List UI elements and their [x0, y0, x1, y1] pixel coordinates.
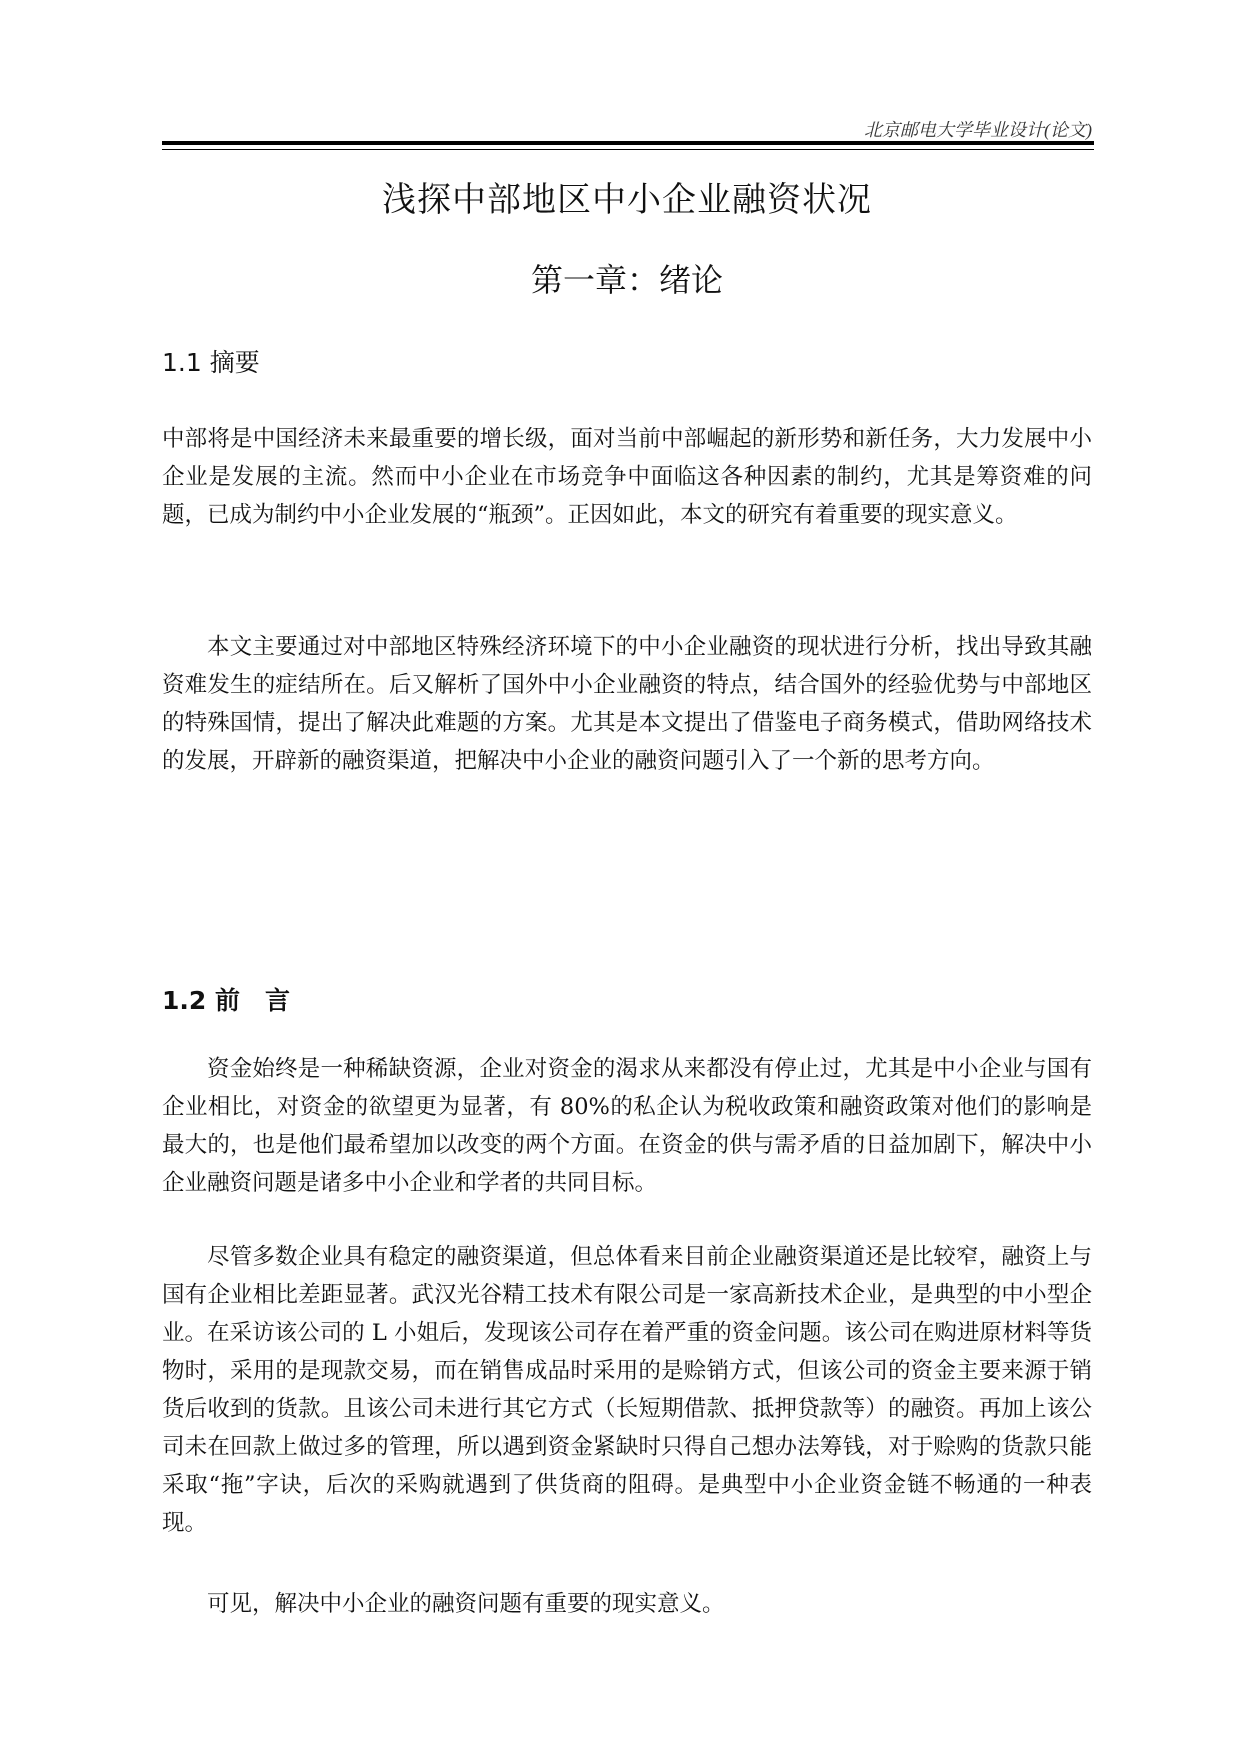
preface-paragraph-1: 资金始终是一种稀缺资源，企业对资金的渴求从来都没有停止过，尤其是中小企业与国有企业相比，对资金的欲望更为显著，有 80%的私企认为税收政策和融资政策对他们的影响是最大的，也是他们最希望加以改变的两个方面。在资金的供与需矛盾的日益加剧下，解决中小企业融资问题是诸多中小企业和学者的共同目标。 [162, 1056, 1092, 1196]
abstract-paragraph-2: 本文主要通过对中部地区特殊经济环境下的中小企业融资的现状进行分析，找出导致其融资难发生的症结所在。后又解析了国外中小企业融资的特点，结合国外的经验优势与中部地区的特殊国情，提出了解决此难题的方案。尤其是本文提出了借鉴电子商务模式，借助网络技术的发展，开辟新的融资渠道，把解决中小企业的融资问题引入了一个新的思考方向。 [162, 634, 1092, 774]
preface-paragraph-3: 可见，解决中小企业的融资问题有重要的现实意义。 [207, 1591, 725, 1617]
header-rule-thin [162, 149, 1094, 150]
header-rule-thick [162, 141, 1094, 145]
preface-paragraph-2: 尽管多数企业具有稳定的融资渠道，但总体看来目前企业融资渠道还是比较窄，融资上与国有企业相比差距显著。武汉光谷精工技术有限公司是一家高新技术企业，是典型的中小型企业。在采访该公司的 L 小姐后，发现该公司存在着严重的资金问题。该公司在购进原材料等货物时，采用的是现款交易，而在销售成品时采用的是赊销方式，但该公司的资金主要来源于销货后收到的货款。且该公司未进行其它方式（长短期借款、抵押贷款等）的融资。再加上该公司未在回款上做过多的管理，所以遇到资金紧缺时只得自己想办法筹钱，对于赊购的货款只能采取“拖”字诀，后次的采购就遇到了供货商的阻碍。是典型中小企业资金链不畅通的一种表现。 [162, 1244, 1092, 1536]
section-heading-preface: 1.2 前 言 [162, 986, 290, 1015]
abstract-paragraph-1: 中部将是中国经济未来最重要的增长级，面对当前中部崛起的新形势和新任务，大力发展中小企业是发展的主流。然而中小企业在市场竞争中面临这各种因素的制约，尤其是筹资难的问题，已成为制约中小企业发展的“瓶颈”。正因如此，本文的研究有着重要的现实意义。 [162, 426, 1092, 528]
running-header: 北京邮电大学毕业设计(论文) [864, 120, 1092, 140]
document-title: 浅探中部地区中小企业融资状况 [382, 180, 872, 220]
chapter-title: 第一章：绪论 [530, 261, 723, 299]
section-heading-abstract: 1.1 摘要 [162, 348, 260, 377]
